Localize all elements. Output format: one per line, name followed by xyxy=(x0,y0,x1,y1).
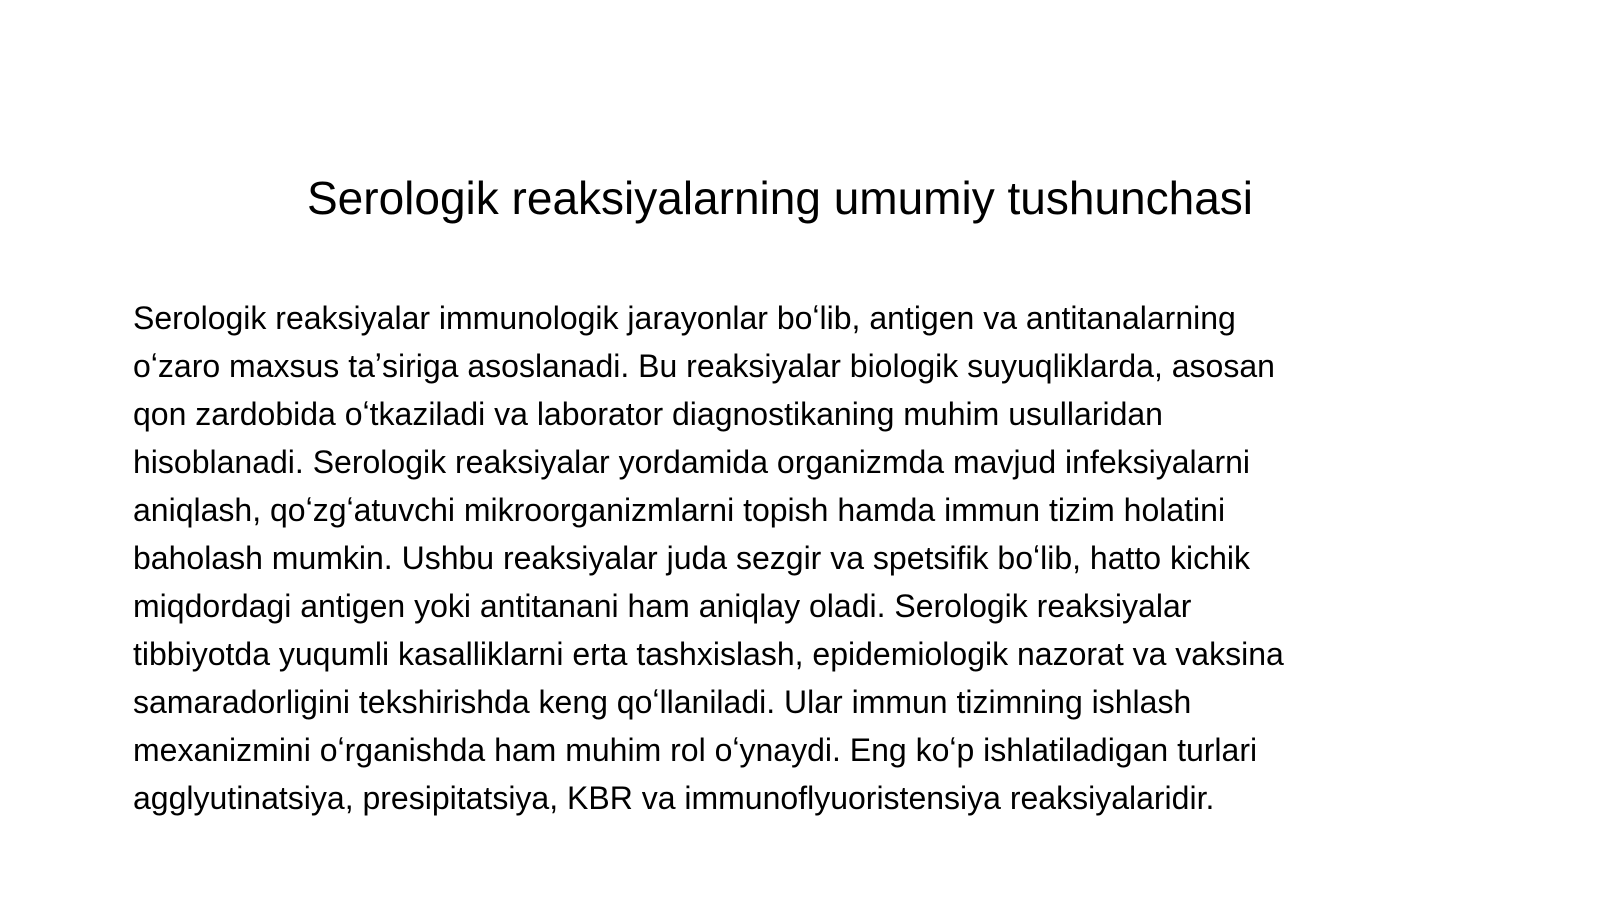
slide-title: Serologik reaksiyalarning umumiy tushunchasi xyxy=(306,172,1253,224)
body-line: aniqlash, qoʻzgʻatuvchi mikroorganizmlarni topish hamda immun tizim holatini xyxy=(133,492,1226,528)
body-line: agglyutinatsiya, presipitatsiya, KBR va immunoflyuoristensiya reaksiyalaridir. xyxy=(133,780,1215,816)
body-line: tibbiyotda yuqumli kasalliklarni erta tashxislash, epidemiologik nazorat va vaksina xyxy=(133,636,1284,672)
body-line: samaradorligini tekshirishda keng qoʻllaniladi. Ular immun tizimning ishlash xyxy=(133,684,1192,720)
body-line: baholash mumkin. Ushbu reaksiyalar juda sezgir va spetsifik boʻlib, hatto kichik xyxy=(133,540,1250,576)
body-line: Serologik reaksiyalar immunologik jarayonlar boʻlib, antigen va antitanalarning xyxy=(133,300,1236,336)
body-line: miqdordagi antigen yoki antitanani ham aniqlay oladi. Serologik reaksiyalar xyxy=(133,588,1192,624)
body-line: hisoblanadi. Serologik reaksiyalar yordamida organizmda mavjud infeksiyalarni xyxy=(133,444,1250,480)
body-line: qon zardobida oʻtkaziladi va laborator diagnostikaning muhim usullaridan xyxy=(133,396,1163,432)
body-line: mexanizmini oʻrganishda ham muhim rol oʻynaydi. Eng koʻp ishlatiladigan turlari xyxy=(133,732,1258,768)
slide-body xyxy=(133,294,1463,822)
body-line: oʻzaro maxsus taʼsiriga asoslanadi. Bu reaksiyalar biologik suyuqliklarda, asosan xyxy=(133,348,1275,384)
